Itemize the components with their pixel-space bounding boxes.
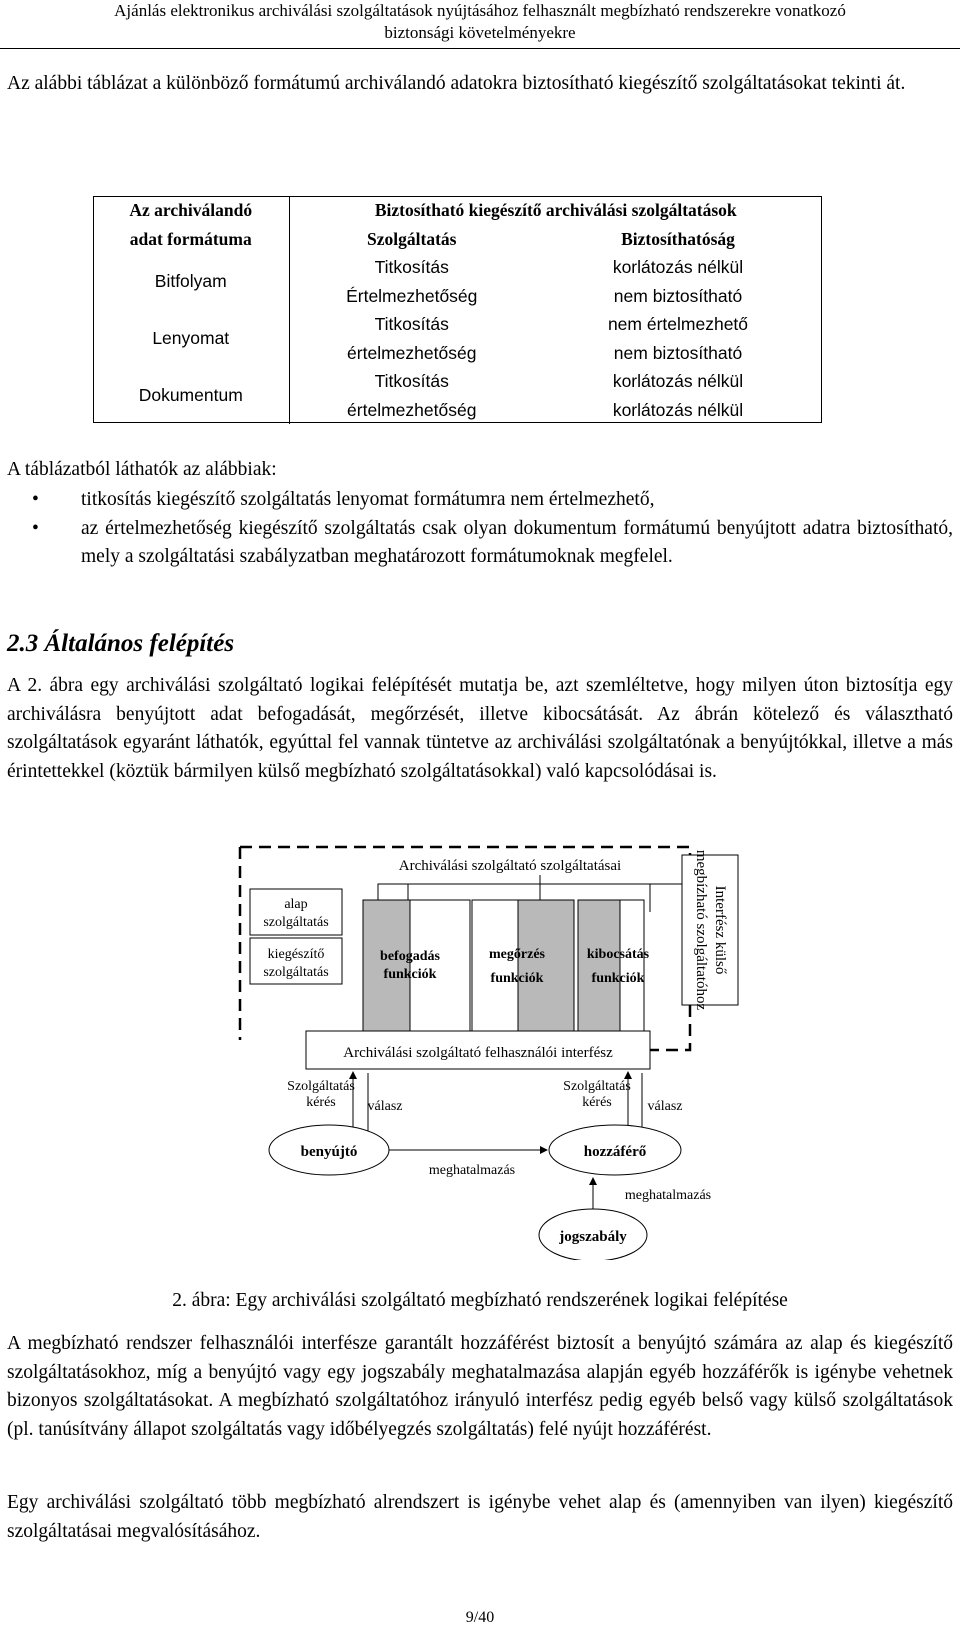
table-head-service: Szolgáltatás	[367, 228, 457, 249]
ingest-functions-label-2: funkciók	[383, 967, 437, 982]
page-number: 9/40	[465, 1609, 495, 1626]
header-line-1: Ajánlás elektronikus archiválási szolgáltatások nyújtásához felhasznált megbízható rendszerekre vonatkozó	[114, 1, 846, 20]
table-head-format: Az archiválandó	[93, 196, 289, 225]
body-paragraph-1: A 2. ábra egy archiválási szolgáltató logikai felépítését mutatja be, azt szemléltetve, hogy milyen úton biztosítja egy archiválásra benyújtott adat befogadását, megőrzését, illetve kibocsátását. Az ábrán kötelező és választható szolgáltatások egyaránt láthatók, egyúttal fel vannak tüntetve az archiválási szolgáltatónak a benyújtókkal, illetve a más érintettekkel (köztük bármilyen külső megbízható szolgáltatásokkal) való kapcsolódásai is.	[7, 675, 953, 782]
body-paragraph-2: A megbízható rendszer felhasználói interfésze garantált hozzáférést biztosít a benyújtó számára az alap és kiegészítő szolgáltatásokhoz, míg a benyújtó vagy egy jogszabály meghatalmazása alapján egyéb hozzáférők is igénybe vehetnek bizonyos szolgáltatásokat. A megbízható szolgáltatóhoz irányuló interfész pedig egyéb belső vagy külső szolgáltatások (pl. tanúsítvány állapot szolgáltatás vagy időbélyegzés szolgáltatás) felé nyújt hozzáférést.	[7, 1333, 953, 1440]
extended-service-label-2: szolgáltatás	[263, 965, 329, 980]
header-divider	[0, 48, 960, 49]
intro-paragraph: Az alábbi táblázat a különböző formátumú archiválandó adatokra biztosítható kiegészítő szolgáltatásokat tekinti át.	[7, 73, 906, 94]
issue-functions-label-2: funkciók	[591, 971, 645, 986]
list-item: • titkosítás kiegészítő szolgáltatás lenyomat formátumra nem értelmezhető,	[7, 486, 953, 515]
table-cell-availability: nem biztosítható	[613, 285, 743, 306]
right-service-label: Szolgáltatás	[563, 1079, 631, 1094]
table-cell-service: értelmezhetőség	[347, 342, 477, 363]
services-title: Archiválási szolgáltató szolgáltatásai	[398, 858, 622, 874]
list-item: • az értelmezhetőség kiegészítő szolgáltatás csak olyan dokumentum formátumú benyújtott adatra biztosítható, mely a szolgáltatási szabályzatban meghatározott formátumoknak megfelel.	[7, 515, 953, 572]
external-interface-label-1: Interfész külső	[712, 885, 728, 975]
table-head-availability: Biztosíthatóság	[621, 228, 735, 249]
table-cell-service: értelmezhetőség	[347, 399, 477, 420]
left-response-label: válasz	[367, 1099, 403, 1114]
table-cell-availability: korlátozás nélkül	[612, 257, 744, 277]
page-header	[0, 0, 960, 44]
bullet-icon: •	[32, 489, 39, 510]
body-paragraph-3: Egy archiválási szolgáltató több megbízható alrendszert is igénybe vehet alap és (amennyiben van ilyen) kiegészítő szolgáltatásai megvalósításához.	[7, 1492, 953, 1542]
mandate-label-2: meghatalmazás	[624, 1188, 712, 1203]
table-cell-availability: nem értelmezhető	[607, 314, 749, 334]
left-service-label: Szolgáltatás	[287, 1079, 355, 1094]
extended-service-label-1: kiegészítő	[267, 947, 325, 962]
preserve-functions-box	[518, 900, 574, 1034]
after-table-text: A táblázatból láthatók az alábbiak:	[7, 459, 277, 480]
table-cell-availability: korlátozás nélkül	[612, 399, 744, 420]
section-heading: 2.3 Általános felépítés	[7, 630, 235, 657]
preserve-functions-label-1: megőrzés	[489, 947, 545, 962]
table-cell-format: Bitfolyam	[93, 253, 289, 310]
law-label: jogszabály	[559, 1229, 627, 1245]
table-cell-service: Titkosítás	[374, 257, 449, 277]
accessor-label: hozzáférő	[583, 1144, 647, 1160]
basic-service-label-2: szolgáltatás	[263, 915, 329, 930]
table-cell-availability: nem biztosítható	[613, 342, 743, 363]
right-response-label: válasz	[647, 1099, 683, 1114]
figure-caption: 2. ábra: Egy archiválási szolgáltató megbízható rendszerének logikai felépítése	[172, 1290, 788, 1311]
user-interface-label: Archiválási szolgáltató felhasználói interfész	[343, 1045, 613, 1061]
external-interface-label-2: megbízható szolgáltatóhoz	[693, 849, 709, 1011]
external-interface-box	[682, 855, 738, 1005]
services-table	[93, 196, 822, 424]
ingest-functions-label-1: befogadás	[380, 949, 440, 964]
table-cell-format: Lenyomat	[93, 310, 289, 367]
table-cell-service: Titkosítás	[374, 314, 449, 334]
submitter-label: benyújtó	[300, 1144, 358, 1160]
table-cell-availability: korlátozás nélkül	[612, 371, 744, 391]
table-cell-format: Dokumentum	[93, 367, 289, 424]
table-head-group: Biztosítható kiegészítő archiválási szolgáltatások	[374, 200, 737, 220]
table-cell-service: Titkosítás	[374, 371, 449, 391]
right-request-label: kérés	[582, 1095, 612, 1110]
bullet-list	[7, 486, 953, 572]
header-line-2: biztonsági követelményekre	[384, 23, 576, 42]
mandate-label-1: meghatalmazás	[428, 1163, 516, 1178]
basic-service-label-1: alap	[284, 897, 308, 912]
table-head-format-2: adat formátuma	[93, 225, 289, 254]
left-request-label: kérés	[306, 1095, 336, 1110]
table-cell-service: Értelmezhetőség	[346, 285, 478, 306]
preserve-functions-label-2: funkciók	[490, 971, 544, 986]
bullet-icon: •	[32, 517, 39, 539]
issue-functions-label-1: kibocsátás	[586, 947, 650, 962]
architecture-diagram	[0, 830, 960, 1260]
